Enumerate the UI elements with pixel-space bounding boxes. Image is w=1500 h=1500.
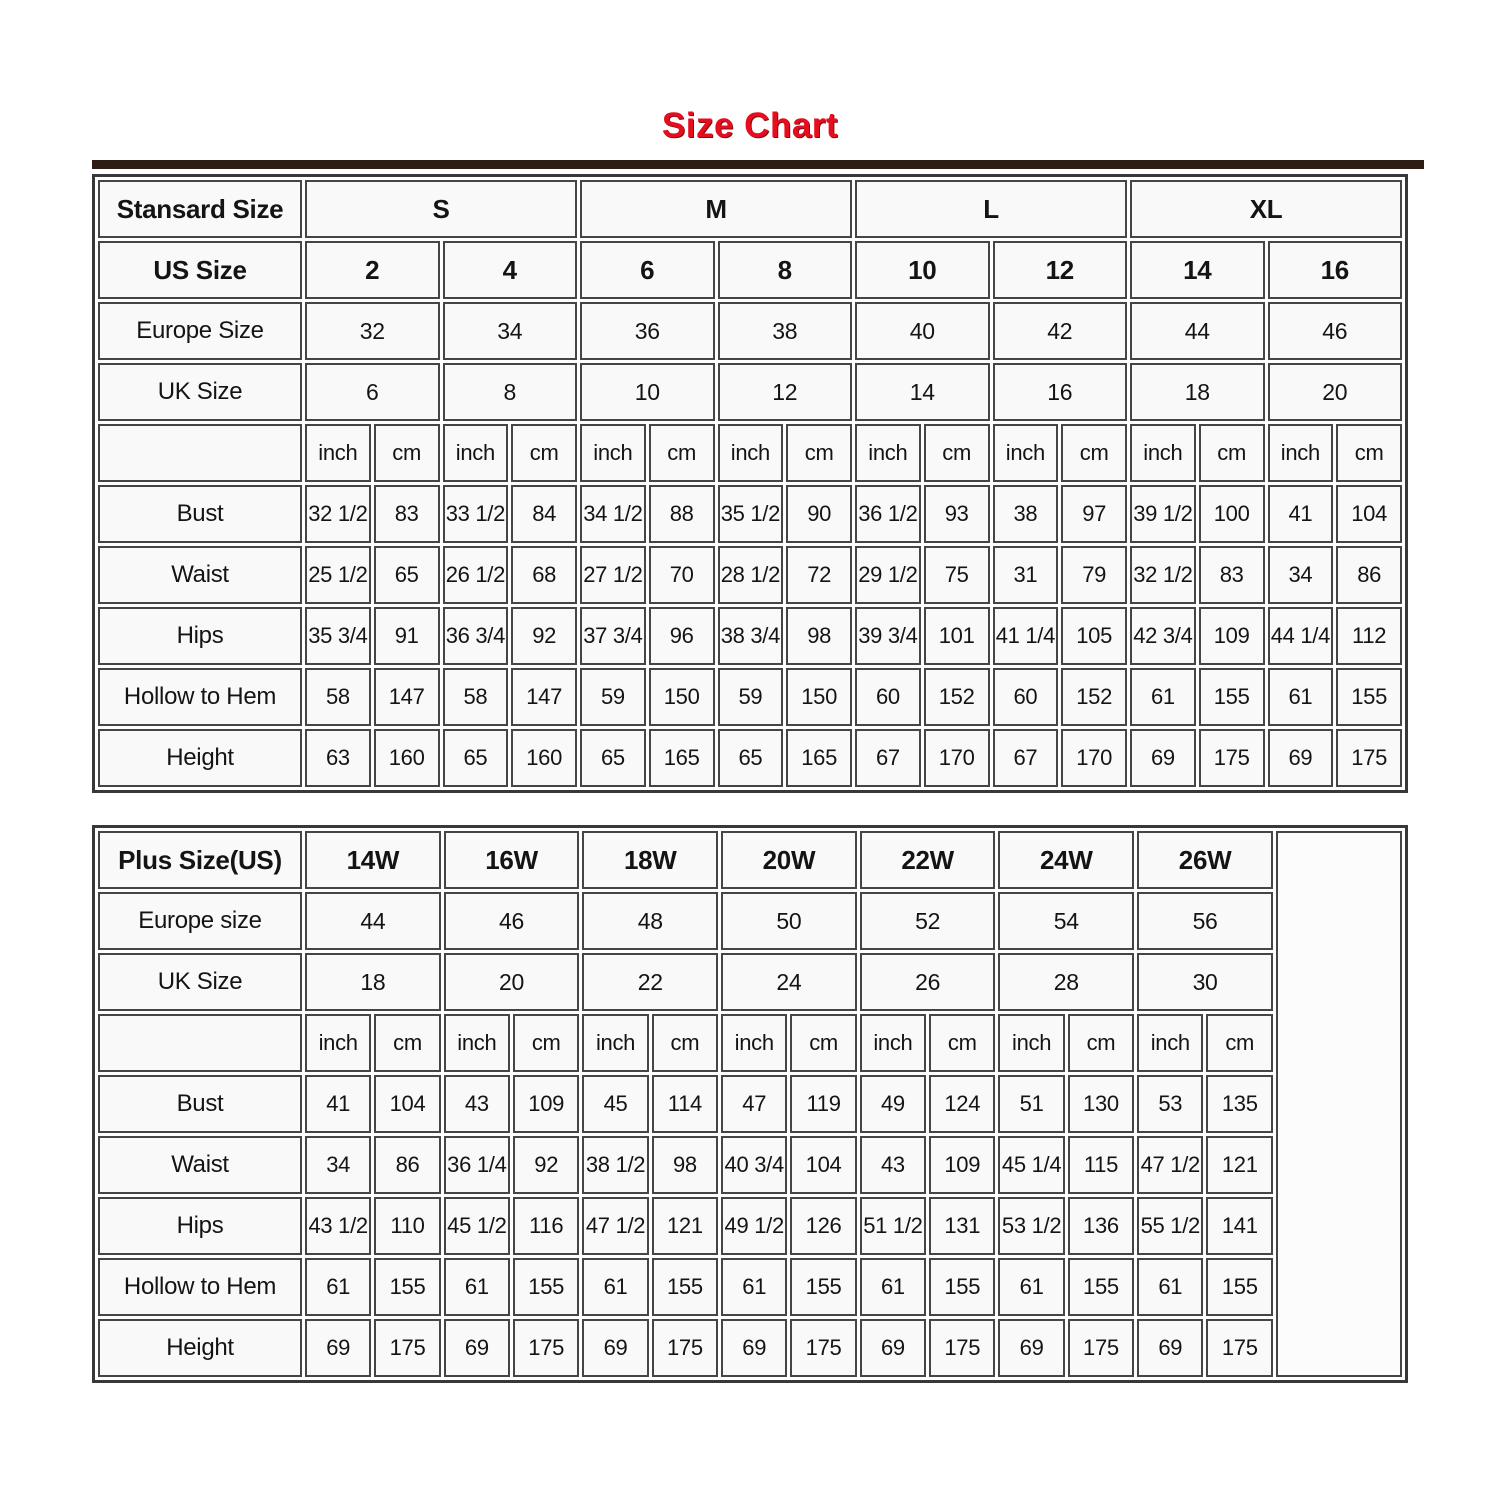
size-row	[98, 892, 1402, 950]
row-label: Hips	[98, 1197, 302, 1255]
size-cell: 22	[582, 953, 718, 1011]
group-row	[98, 180, 1402, 238]
size-cell: 26W	[1137, 831, 1273, 889]
row-label: Europe size	[98, 892, 302, 950]
row-label: UK Size	[98, 363, 302, 421]
unit-cm-cell: cm	[790, 1014, 856, 1072]
unit-inch-cell: inch	[580, 424, 646, 482]
value-cell: 61	[582, 1258, 648, 1316]
value-cell: 69	[1130, 729, 1196, 787]
value-cell: 31	[993, 546, 1059, 604]
size-cell: 14W	[305, 831, 441, 889]
unit-inch-cell: inch	[1130, 424, 1196, 482]
value-cell: 41	[305, 1075, 371, 1133]
value-cell: 152	[1061, 668, 1127, 726]
size-cell: 24W	[998, 831, 1134, 889]
value-cell: 92	[513, 1136, 579, 1194]
top-accent-bar	[92, 160, 1424, 169]
value-cell: 175	[929, 1319, 995, 1377]
value-cell: 104	[374, 1075, 440, 1133]
unit-cm-cell: cm	[1206, 1014, 1273, 1072]
row-label	[98, 1014, 302, 1072]
value-cell: 43	[444, 1075, 510, 1133]
size-cell: 54	[998, 892, 1134, 950]
row-label: Stansard Size	[98, 180, 302, 238]
value-cell: 53	[1137, 1075, 1203, 1133]
size-cell: 46	[1268, 302, 1403, 360]
unit-inch-cell: inch	[305, 1014, 371, 1072]
value-cell: 37 3/4	[580, 607, 646, 665]
size-cell: 20	[444, 953, 580, 1011]
value-cell: 32 1/2	[305, 485, 371, 543]
value-cell: 42 3/4	[1130, 607, 1196, 665]
row-label: Waist	[98, 1136, 302, 1194]
value-cell: 100	[1199, 485, 1265, 543]
value-cell: 98	[786, 607, 852, 665]
unit-inch-cell: inch	[444, 1014, 510, 1072]
value-cell: 109	[1199, 607, 1265, 665]
unit-inch-cell: inch	[718, 424, 784, 482]
row-label: Europe Size	[98, 302, 302, 360]
value-cell: 155	[513, 1258, 579, 1316]
value-cell: 65	[443, 729, 509, 787]
unit-cm-cell: cm	[374, 1014, 440, 1072]
size-row	[98, 363, 1402, 421]
row-label: Height	[98, 1319, 302, 1377]
value-cell: 83	[374, 485, 440, 543]
content-area	[92, 160, 1408, 1383]
value-cell: 175	[1206, 1319, 1273, 1377]
value-cell: 60	[993, 668, 1059, 726]
size-cell: 2	[305, 241, 440, 299]
size-cell: 8	[718, 241, 853, 299]
size-cell: 16W	[444, 831, 580, 889]
size-cell: 10	[580, 363, 715, 421]
size-row	[98, 831, 1402, 889]
value-cell: 109	[929, 1136, 995, 1194]
value-cell: 49 1/2	[721, 1197, 787, 1255]
value-cell: 98	[652, 1136, 718, 1194]
size-cell: 16	[993, 363, 1128, 421]
value-cell: 101	[924, 607, 990, 665]
value-cell: 141	[1206, 1197, 1273, 1255]
value-cell: 67	[855, 729, 921, 787]
value-cell: 72	[786, 546, 852, 604]
value-cell: 69	[998, 1319, 1064, 1377]
value-cell: 97	[1061, 485, 1127, 543]
value-cell: 131	[929, 1197, 995, 1255]
value-cell: 155	[1068, 1258, 1134, 1316]
size-cell: 38	[718, 302, 853, 360]
value-cell: 59	[580, 668, 646, 726]
row-label: Hollow to Hem	[98, 1258, 302, 1316]
unit-inch-cell: inch	[305, 424, 371, 482]
value-cell: 35 1/2	[718, 485, 784, 543]
value-cell: 55 1/2	[1137, 1197, 1203, 1255]
value-cell: 29 1/2	[855, 546, 921, 604]
size-cell: 14	[855, 363, 990, 421]
row-label: Plus Size(US)	[98, 831, 302, 889]
size-cell: 14	[1130, 241, 1265, 299]
size-cell: 24	[721, 953, 857, 1011]
size-cell: 32	[305, 302, 440, 360]
size-group-cell: L	[855, 180, 1127, 238]
value-cell: 34	[305, 1136, 371, 1194]
value-cell: 175	[1068, 1319, 1134, 1377]
size-cell: 56	[1137, 892, 1273, 950]
row-label	[98, 424, 302, 482]
value-cell: 175	[652, 1319, 718, 1377]
value-cell: 65	[718, 729, 784, 787]
value-cell: 175	[513, 1319, 579, 1377]
value-cell: 155	[374, 1258, 440, 1316]
unit-cm-cell: cm	[511, 424, 577, 482]
value-cell: 165	[649, 729, 715, 787]
value-cell: 70	[649, 546, 715, 604]
value-cell: 160	[511, 729, 577, 787]
value-cell: 93	[924, 485, 990, 543]
value-cell: 104	[790, 1136, 856, 1194]
unit-cm-cell: cm	[1199, 424, 1265, 482]
row-label: Bust	[98, 1075, 302, 1133]
value-cell: 63	[305, 729, 371, 787]
size-cell: 48	[582, 892, 718, 950]
measurement-row	[98, 1258, 1402, 1316]
value-cell: 175	[1199, 729, 1265, 787]
measurement-row	[98, 729, 1402, 787]
value-cell: 175	[790, 1319, 856, 1377]
value-cell: 155	[1206, 1258, 1273, 1316]
value-cell: 34 1/2	[580, 485, 646, 543]
size-cell: 36	[580, 302, 715, 360]
value-cell: 44 1/4	[1268, 607, 1334, 665]
size-cell: 8	[443, 363, 578, 421]
value-cell: 69	[305, 1319, 371, 1377]
value-cell: 25 1/2	[305, 546, 371, 604]
value-cell: 75	[924, 546, 990, 604]
value-cell: 116	[513, 1197, 579, 1255]
row-label: UK Size	[98, 953, 302, 1011]
value-cell: 26 1/2	[443, 546, 509, 604]
unit-cm-cell: cm	[1068, 1014, 1134, 1072]
unit-cm-cell: cm	[929, 1014, 995, 1072]
value-cell: 147	[374, 668, 440, 726]
size-cell: 44	[1130, 302, 1265, 360]
value-cell: 58	[443, 668, 509, 726]
unit-inch-cell: inch	[443, 424, 509, 482]
value-cell: 147	[511, 668, 577, 726]
unit-inch-cell: inch	[1268, 424, 1334, 482]
value-cell: 38 3/4	[718, 607, 784, 665]
value-cell: 65	[374, 546, 440, 604]
empty-cell	[1276, 831, 1402, 1377]
value-cell: 51 1/2	[860, 1197, 926, 1255]
value-cell: 115	[1068, 1136, 1134, 1194]
value-cell: 28 1/2	[718, 546, 784, 604]
size-group-cell: S	[305, 180, 577, 238]
value-cell: 47 1/2	[582, 1197, 648, 1255]
value-cell: 65	[580, 729, 646, 787]
plus-size-table	[92, 825, 1408, 1383]
size-cell: 12	[718, 363, 853, 421]
value-cell: 60	[855, 668, 921, 726]
size-cell: 26	[860, 953, 996, 1011]
size-cell: 34	[443, 302, 578, 360]
value-cell: 86	[374, 1136, 440, 1194]
value-cell: 175	[374, 1319, 440, 1377]
measurement-row	[98, 1319, 1402, 1377]
size-cell: 12	[993, 241, 1128, 299]
value-cell: 84	[511, 485, 577, 543]
value-cell: 68	[511, 546, 577, 604]
value-cell: 69	[1137, 1319, 1203, 1377]
unit-cm-cell: cm	[924, 424, 990, 482]
size-cell: 20W	[721, 831, 857, 889]
value-cell: 61	[998, 1258, 1064, 1316]
value-cell: 69	[860, 1319, 926, 1377]
value-cell: 86	[1336, 546, 1402, 604]
value-cell: 51	[998, 1075, 1064, 1133]
size-cell: 6	[580, 241, 715, 299]
value-cell: 53 1/2	[998, 1197, 1064, 1255]
row-label: Hips	[98, 607, 302, 665]
value-cell: 175	[1336, 729, 1402, 787]
size-cell: 4	[443, 241, 578, 299]
value-cell: 33 1/2	[443, 485, 509, 543]
value-cell: 36 3/4	[443, 607, 509, 665]
value-cell: 38 1/2	[582, 1136, 648, 1194]
value-cell: 155	[929, 1258, 995, 1316]
value-cell: 61	[1268, 668, 1334, 726]
unit-cm-cell: cm	[649, 424, 715, 482]
unit-inch-cell: inch	[1137, 1014, 1203, 1072]
value-cell: 41	[1268, 485, 1334, 543]
value-cell: 36 1/2	[855, 485, 921, 543]
size-cell: 20	[1268, 363, 1403, 421]
size-cell: 18	[305, 953, 441, 1011]
size-row	[98, 302, 1402, 360]
row-label: US Size	[98, 241, 302, 299]
value-cell: 88	[649, 485, 715, 543]
value-cell: 61	[1137, 1258, 1203, 1316]
unit-cm-cell: cm	[786, 424, 852, 482]
unit-cm-cell: cm	[374, 424, 440, 482]
value-cell: 39 3/4	[855, 607, 921, 665]
size-cell: 28	[998, 953, 1134, 1011]
value-cell: 32 1/2	[1130, 546, 1196, 604]
value-cell: 165	[786, 729, 852, 787]
unit-cm-cell: cm	[1061, 424, 1127, 482]
value-cell: 61	[444, 1258, 510, 1316]
value-cell: 36 1/4	[444, 1136, 510, 1194]
value-cell: 90	[786, 485, 852, 543]
page-title: Size Chart	[661, 106, 839, 145]
value-cell: 61	[860, 1258, 926, 1316]
value-cell: 91	[374, 607, 440, 665]
unit-inch-cell: inch	[860, 1014, 926, 1072]
size-row	[98, 953, 1402, 1011]
value-cell: 45	[582, 1075, 648, 1133]
value-cell: 119	[790, 1075, 856, 1133]
value-cell: 155	[1199, 668, 1265, 726]
value-cell: 83	[1199, 546, 1265, 604]
size-row	[98, 241, 1402, 299]
size-cell: 10	[855, 241, 990, 299]
value-cell: 43 1/2	[305, 1197, 371, 1255]
value-cell: 47	[721, 1075, 787, 1133]
value-cell: 69	[582, 1319, 648, 1377]
value-cell: 112	[1336, 607, 1402, 665]
value-cell: 61	[1130, 668, 1196, 726]
measurement-row	[98, 1136, 1402, 1194]
value-cell: 136	[1068, 1197, 1134, 1255]
value-cell: 67	[993, 729, 1059, 787]
value-cell: 104	[1336, 485, 1402, 543]
value-cell: 35 3/4	[305, 607, 371, 665]
value-cell: 61	[721, 1258, 787, 1316]
row-label: Bust	[98, 485, 302, 543]
value-cell: 121	[1206, 1136, 1273, 1194]
value-cell: 69	[444, 1319, 510, 1377]
value-cell: 45 1/2	[444, 1197, 510, 1255]
value-cell: 170	[1061, 729, 1127, 787]
units-row	[98, 1014, 1402, 1072]
size-cell: 18	[1130, 363, 1265, 421]
value-cell: 126	[790, 1197, 856, 1255]
value-cell: 155	[1336, 668, 1402, 726]
value-cell: 92	[511, 607, 577, 665]
measurement-row	[98, 1075, 1402, 1133]
size-cell: 22W	[860, 831, 996, 889]
value-cell: 150	[786, 668, 852, 726]
value-cell: 40 3/4	[721, 1136, 787, 1194]
value-cell: 49	[860, 1075, 926, 1133]
value-cell: 39 1/2	[1130, 485, 1196, 543]
value-cell: 114	[652, 1075, 718, 1133]
units-row	[98, 424, 1402, 482]
value-cell: 124	[929, 1075, 995, 1133]
size-cell: 16	[1268, 241, 1403, 299]
size-group-cell: M	[580, 180, 852, 238]
size-cell: 6	[305, 363, 440, 421]
standard-size-table	[92, 174, 1408, 793]
size-cell: 46	[444, 892, 580, 950]
row-label: Waist	[98, 546, 302, 604]
value-cell: 47 1/2	[1137, 1136, 1203, 1194]
unit-cm-cell: cm	[652, 1014, 718, 1072]
unit-inch-cell: inch	[855, 424, 921, 482]
measurement-row	[98, 546, 1402, 604]
value-cell: 61	[305, 1258, 371, 1316]
value-cell: 45 1/4	[998, 1136, 1064, 1194]
value-cell: 69	[721, 1319, 787, 1377]
value-cell: 170	[924, 729, 990, 787]
measurement-row	[98, 668, 1402, 726]
unit-inch-cell: inch	[993, 424, 1059, 482]
value-cell: 96	[649, 607, 715, 665]
value-cell: 34	[1268, 546, 1334, 604]
value-cell: 152	[924, 668, 990, 726]
measurement-row	[98, 1197, 1402, 1255]
row-label: Height	[98, 729, 302, 787]
size-cell: 40	[855, 302, 990, 360]
size-cell: 44	[305, 892, 441, 950]
unit-cm-cell: cm	[1336, 424, 1402, 482]
value-cell: 58	[305, 668, 371, 726]
size-cell: 18W	[582, 831, 718, 889]
value-cell: 59	[718, 668, 784, 726]
value-cell: 43	[860, 1136, 926, 1194]
value-cell: 155	[652, 1258, 718, 1316]
measurement-row	[98, 485, 1402, 543]
size-group-cell: XL	[1130, 180, 1402, 238]
value-cell: 38	[993, 485, 1059, 543]
size-cell: 42	[993, 302, 1128, 360]
value-cell: 150	[649, 668, 715, 726]
unit-inch-cell: inch	[721, 1014, 787, 1072]
measurement-row	[98, 607, 1402, 665]
value-cell: 105	[1061, 607, 1127, 665]
value-cell: 135	[1206, 1075, 1273, 1133]
value-cell: 69	[1268, 729, 1334, 787]
value-cell: 79	[1061, 546, 1127, 604]
value-cell: 155	[790, 1258, 856, 1316]
value-cell: 121	[652, 1197, 718, 1255]
size-cell: 50	[721, 892, 857, 950]
size-cell: 30	[1137, 953, 1273, 1011]
value-cell: 41 1/4	[993, 607, 1059, 665]
unit-cm-cell: cm	[513, 1014, 579, 1072]
size-cell: 52	[860, 892, 996, 950]
value-cell: 110	[374, 1197, 440, 1255]
value-cell: 160	[374, 729, 440, 787]
value-cell: 27 1/2	[580, 546, 646, 604]
unit-inch-cell: inch	[582, 1014, 648, 1072]
row-label: Hollow to Hem	[98, 668, 302, 726]
value-cell: 130	[1068, 1075, 1134, 1133]
unit-inch-cell: inch	[998, 1014, 1064, 1072]
value-cell: 109	[513, 1075, 579, 1133]
